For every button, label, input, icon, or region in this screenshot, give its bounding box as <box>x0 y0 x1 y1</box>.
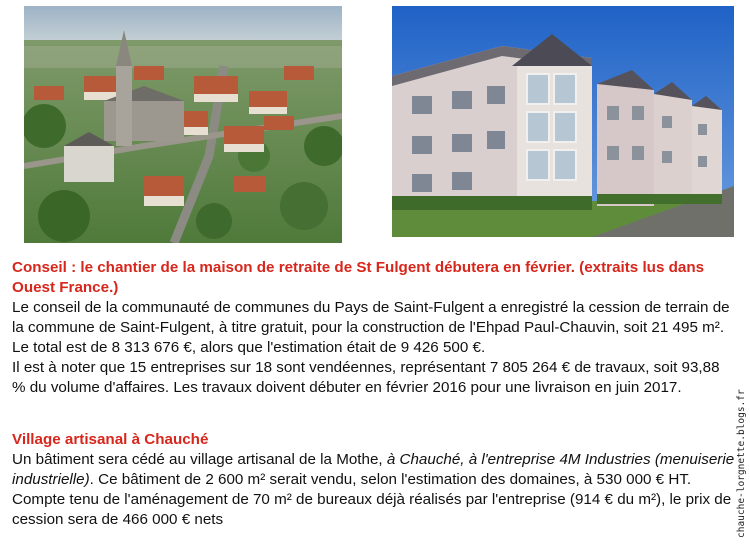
blog-watermark <box>736 388 750 538</box>
article-paragraph <box>12 450 737 530</box>
retirement-building-photo <box>392 6 734 237</box>
article-headline: Village artisanal à Chauché <box>12 431 209 448</box>
paragraph-rest: . Ce bâtiment de 2 600 m² serait vendu, selon l'estimation des domaines, à 530 000 € HT. Compte tenu de l'aménagement de 70 m² de bureaux déjà réalisés par l'entreprise (914 € du m²), le prix de cession sera de 466 000 € nets <box>12 471 732 528</box>
aerial-town-photo <box>24 6 342 243</box>
article-retirement-home <box>12 258 737 398</box>
article-paragraph: Le conseil de la communauté de communes du Pays de Saint-Fulgent a enregistré la cession de terrain de la commune de Saint-Fulgent, à titre gratuit, pour la construction de l'Ehpad Paul-Chauvin, soit 21 495 m². Le total est de 8 313 676 €, alors que l'estimation était de 9 426 500 €. <box>12 299 730 356</box>
article-paragraph: Il est à noter que 15 entreprises sur 18 sont vendéennes, représentant 7 805 264 € de travaux, soit 93,88 % du volume d'affaires. Les travaux doivent débuter en février 2016 pour une livraison en juin 2017. <box>12 359 720 396</box>
paragraph-italic-segment: à Chauché, à l'entreprise 4M Industries (menuiserie industrielle) <box>12 451 735 488</box>
article-artisan-village <box>12 430 737 530</box>
paragraph-intro: Un bâtiment sera cédé au village artisanal de la Mothe, <box>12 451 387 468</box>
watermark-text: chauche-lorgnette.blogs.fr <box>736 389 747 538</box>
article-headline: Conseil : le chantier de la maison de retraite de St Fulgent débutera en février. (extraits lus dans Ouest France.) <box>12 259 705 296</box>
